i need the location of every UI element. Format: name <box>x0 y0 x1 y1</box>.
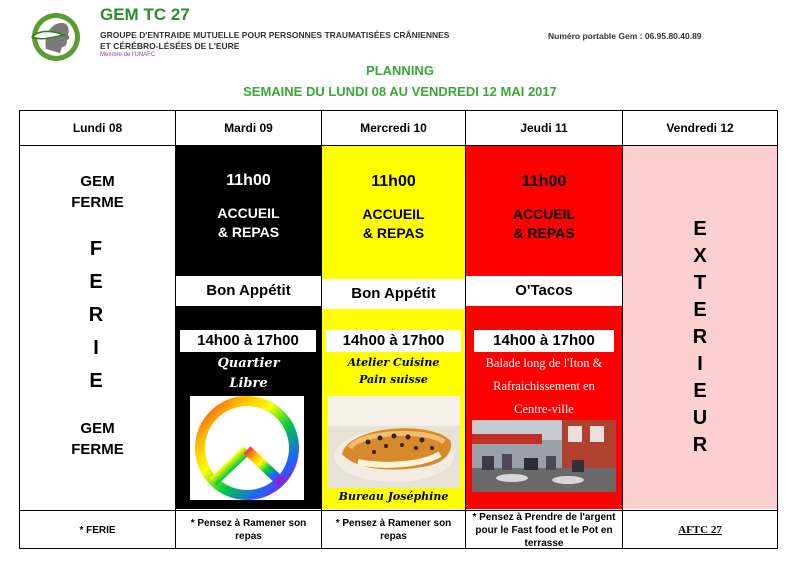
monday-vertical-letter: R <box>88 304 104 326</box>
monday-closed-top: GEM FERME <box>71 173 124 211</box>
org-description-line2: ET CÉRÉBRO-LÉSÉES DE L'EURE <box>100 41 240 51</box>
header-row-divider <box>19 145 778 146</box>
monday-vertical-letter: E <box>89 370 103 392</box>
org-member-note: Membre de l'UNAFC <box>100 52 156 58</box>
pastry-photo <box>328 396 460 488</box>
tuesday-time: 11h00 <box>226 172 271 189</box>
thursday-activity: ACCUEIL & REPAS <box>512 206 576 241</box>
friday-footnote: AFTC 27 <box>678 523 722 536</box>
gem-logo <box>24 11 88 63</box>
wednesday-time: 11h00 <box>371 173 416 190</box>
peace-sign-icon <box>190 396 304 500</box>
thursday-afternoon-activity: Balade long de l'Iton & Rafraichissement en Centre-ville <box>485 356 603 416</box>
tuesday-meal: Bon Appétit <box>176 276 321 306</box>
monday-closed-bottom: GEM FERME <box>71 420 124 458</box>
wednesday-afternoon-activity: Atelier Cuisine Pain suisse <box>347 356 440 386</box>
thursday-afternoon-time: 14h00 à 17h00 <box>474 330 614 352</box>
thursday-footnote: * Pensez à Prendre de l'argent pour le Fast food et le Pot en terrasse <box>472 511 616 549</box>
day-header-tuesday: Mardi 09 <box>224 121 273 135</box>
tuesday-afternoon-time: 14h00 à 17h00 <box>180 330 316 352</box>
monday-footnote: * FERIE <box>79 524 116 536</box>
wednesday-activity: ACCUEIL & REPAS <box>362 206 425 241</box>
friday-vertical-letter: I <box>697 353 703 375</box>
thursday-time: 11h00 <box>521 173 567 190</box>
friday-vertical-letter: R <box>692 326 708 348</box>
tuesday-footnote: * Pensez à Ramener son repas <box>190 518 307 542</box>
wednesday-meal: Bon Appétit <box>322 279 465 309</box>
wednesday-afternoon-location: Bureau Joséphine <box>338 490 449 503</box>
column-divider <box>622 110 623 549</box>
terrace-photo <box>472 420 616 492</box>
monday-vertical-letter: I <box>93 337 99 359</box>
phone-number: Numéro portable Gem : 06.95.80.40.89 <box>548 31 702 41</box>
friday-vertical-letter: T <box>693 272 707 294</box>
day-header-monday: Lundi 08 <box>72 121 123 135</box>
monday-vertical-letter: E <box>89 271 103 293</box>
friday-vertical-letter: E <box>693 218 707 240</box>
planning-title: PLANNING <box>366 63 434 78</box>
day-header-wednesday: Mercredi 10 <box>360 121 427 135</box>
friday-vertical-letter: U <box>692 407 708 429</box>
org-description-line1: GROUPE D'ENTRAIDE MUTUELLE POUR PERSONNES TRAUMATISÉES CRÂNIENNES <box>100 30 450 40</box>
day-header-friday: Vendredi 12 <box>666 121 734 135</box>
thursday-meal: O'Tacos <box>466 276 622 306</box>
org-name: GEM TC 27 <box>100 5 190 24</box>
friday-vertical-letter: X <box>693 245 707 267</box>
tuesday-activity: ACCUEIL & REPAS <box>217 205 280 240</box>
friday-vertical-letter: E <box>693 380 707 402</box>
week-title: SEMAINE DU LUNDI 08 AU VENDREDI 12 MAI 2017 <box>243 84 557 99</box>
wednesday-footnote: * Pensez à Ramener son repas <box>335 518 452 542</box>
friday-vertical-letter: R <box>692 434 708 456</box>
tuesday-afternoon-activity: Quartier Libre <box>217 356 280 391</box>
friday-vertical-letter: E <box>693 299 707 321</box>
wednesday-afternoon-time: 14h00 à 17h00 <box>326 330 461 352</box>
monday-vertical-letter: F <box>89 238 103 260</box>
day-header-thursday: Jeudi 11 <box>520 121 568 135</box>
